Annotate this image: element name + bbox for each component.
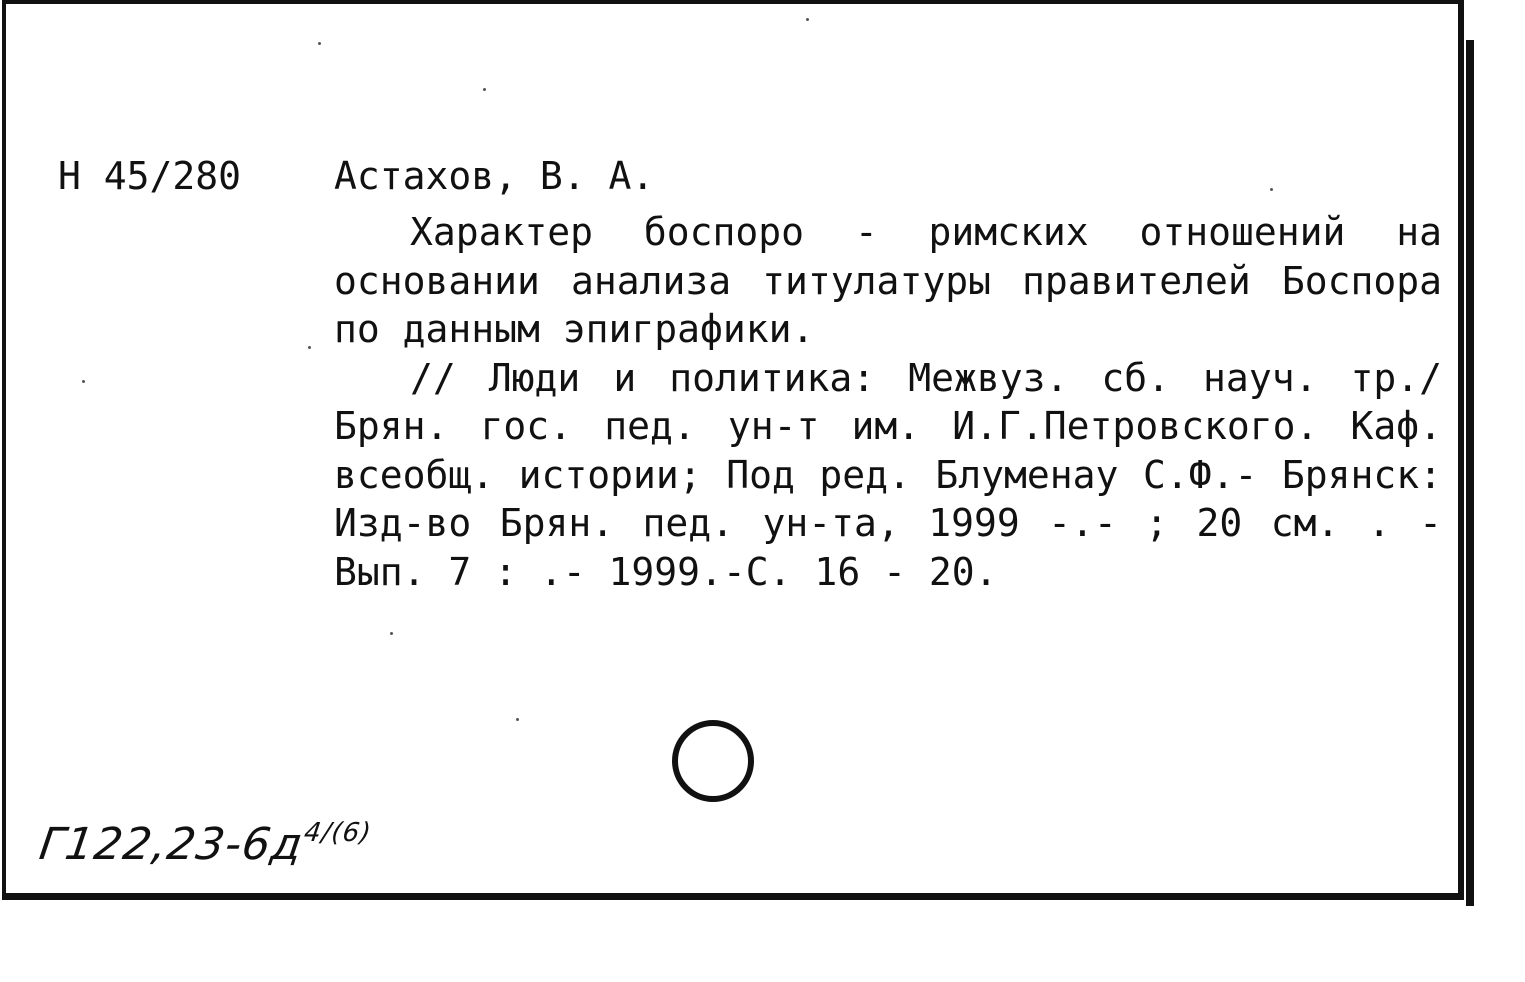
- card-edge-shadow: [1466, 40, 1474, 906]
- scan-speck: [390, 632, 393, 635]
- scan-speck: [308, 346, 311, 349]
- scan-speck: [516, 718, 519, 721]
- source-paragraph: // Люди и политика: Межвуз. сб. науч. тр./ Брян. гос. пед. ун-т им. И.Г.Петровского. Каф. всеобщ. истории; Под ред. Блуменау С.Ф.- Брянск: Изд-во Брян. пед. ун-та, 1999 -.- ; 20 см. . - Вып. 7 : .- 1999.-С. 16 - 20.: [334, 355, 1442, 594]
- scan-speck: [318, 42, 321, 45]
- classification-superscript: 4/(6): [302, 818, 374, 848]
- shelf-mark: Н 45/280: [58, 154, 242, 198]
- punch-hole-icon: [670, 718, 756, 804]
- scan-speck: [1270, 188, 1273, 191]
- classification-index: [36, 818, 373, 870]
- scan-speck: [82, 380, 85, 383]
- author-heading: Астахов, В. А.: [334, 154, 655, 198]
- scan-speck: [806, 18, 809, 21]
- classification-main: Г122,23-6д: [36, 819, 307, 870]
- title-paragraph: Характер боспоро - римских отношений на основании анализа титулатуры правителей Боспора по данным эпиграфики.: [334, 210, 1442, 351]
- scan-speck: [483, 88, 486, 91]
- card-body: [334, 208, 1442, 596]
